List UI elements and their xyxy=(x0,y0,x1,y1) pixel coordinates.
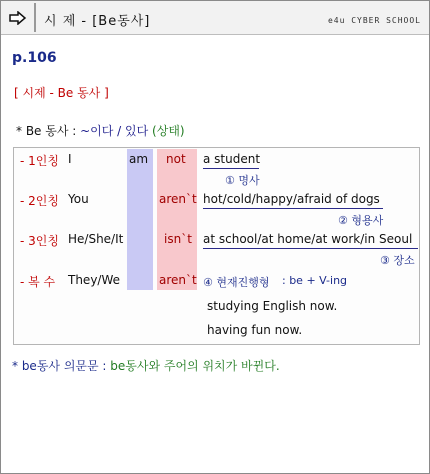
row-neg: isn`t xyxy=(164,232,192,246)
progressive-example: having fun now. xyxy=(207,323,303,337)
row-subject: You xyxy=(68,192,89,206)
conjugation-table xyxy=(13,147,420,345)
section-label: [ 시제 - Be 동사 ] xyxy=(14,86,109,100)
row-neg: aren`t xyxy=(159,273,197,287)
row-subject: I xyxy=(68,152,72,166)
be-verb-state: (상태) xyxy=(152,124,185,138)
row-note: ③ 장소 xyxy=(380,254,415,267)
be-verb-prefix: * Be 동사 : xyxy=(16,124,81,138)
row-note: ④ 현재진행형 xyxy=(203,276,270,289)
row-subject: He/She/It xyxy=(68,232,124,246)
row-be: am xyxy=(129,152,149,166)
footnote-prefix: * be동사 의문문 : xyxy=(12,359,111,373)
page-title: 시 제 - [Be동사] xyxy=(44,14,151,29)
be-verb-meaning: ~이다 / 있다 xyxy=(80,124,149,138)
question-footnote xyxy=(12,357,280,374)
row-note: ② 형용사 xyxy=(338,214,384,227)
page-number: p.106 xyxy=(12,50,57,66)
row-person: - 2인칭 xyxy=(20,194,59,208)
row-complement: hot/cold/happy/afraid of dogs xyxy=(203,192,380,206)
arrow-right-icon xyxy=(3,3,36,32)
complement-underline xyxy=(203,168,259,169)
progressive-example: studying English now. xyxy=(207,299,338,313)
be-verb-definition xyxy=(16,122,185,139)
footnote-text: be동사와 주어의 위치가 바뀐다. xyxy=(110,359,280,373)
row-neg: aren`t xyxy=(159,192,197,206)
row-complement: at school/at home/at work/in Seoul xyxy=(203,232,413,246)
row-person: - 복 수 xyxy=(20,275,56,289)
progressive-formula: : be + V-ing xyxy=(282,274,348,287)
row-neg: not xyxy=(166,152,186,166)
complement-underline xyxy=(203,208,383,209)
row-person: - 3인칭 xyxy=(20,234,59,248)
row-complement: a student xyxy=(203,152,261,166)
row-person: - 1인칭 xyxy=(20,154,59,168)
title-bar xyxy=(1,1,429,35)
brand-label: e4u CYBER SCHOOL xyxy=(327,16,421,25)
be-column-highlight xyxy=(127,149,153,290)
negative-column-highlight xyxy=(157,149,197,290)
row-subject: They/We xyxy=(68,273,121,287)
complement-underline xyxy=(203,248,418,249)
row-note: ① 명사 xyxy=(225,174,260,187)
